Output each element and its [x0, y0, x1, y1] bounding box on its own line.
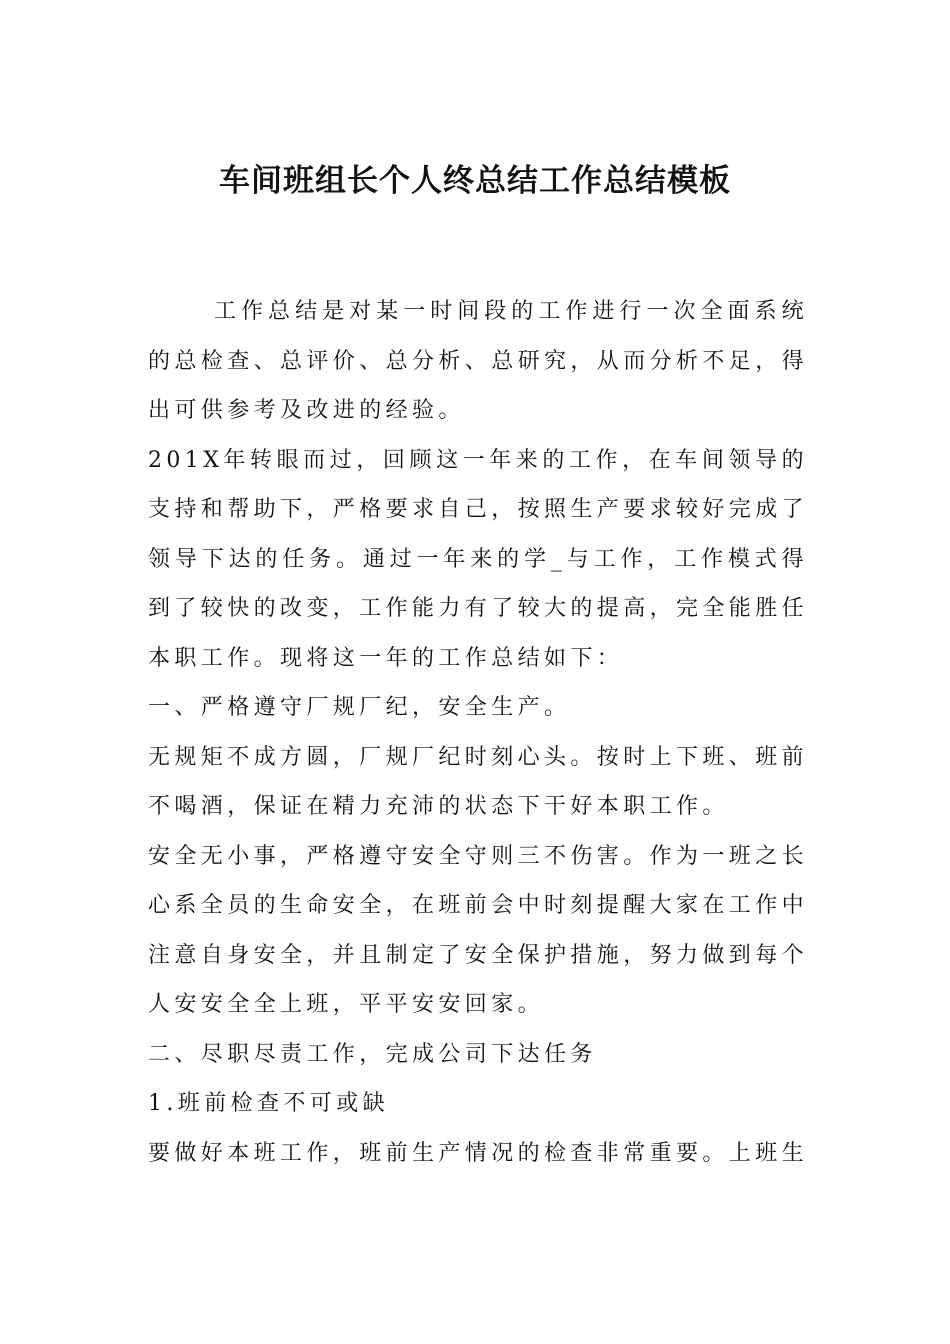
- paragraph-rules: 无规矩不成方圆，厂规厂纪时刻心头。按时上下班、班前不喝酒，保证在精力充沛的状态下干好本职工作。: [148, 744, 809, 819]
- section-heading-1: 一、严格遵守厂规厂纪，安全生产。: [148, 695, 571, 720]
- section-heading-2: 二、尽职尽责工作，完成公司下达任务: [148, 1041, 597, 1067]
- paragraph-safety: 安全无小事，严格遵守安全守则三不伤害。作为一班之长心系全员的生命安全，在班前会中时刻提醒大家在工作中注意自身安全，并且制定了安全保护措施，努力做到每个人安安全全上班，平平安安回家。: [148, 843, 809, 1017]
- document-body: [148, 287, 808, 1178]
- paragraph-intro: 工作总结是对某一时间段的工作进行一次全面系统的总检查、总评价、总分析、总研究，从而分析不足，得出可供参考及改进的经验。: [148, 299, 809, 423]
- subsection-heading-1: 1.班前检查不可或缺: [148, 1091, 389, 1116]
- paragraph-year-review: 201X年转眼而过，回顾这一年来的工作，在车间领导的支持和帮助下，严格要求自己，按照生产要求较好完成了领导下达的任务。通过一年来的学_与工作，工作模式得到了较快的改变，工作能力有了较大的提高，完全能胜任本职工作。现将这一年的工作总结如下：: [148, 447, 809, 671]
- document-title: 车间班组长个人终总结工作总结模板: [219, 163, 731, 199]
- paragraph-pre-shift-check: 要做好本班工作，班前生产情况的检查非常重要。上班生: [148, 1140, 809, 1166]
